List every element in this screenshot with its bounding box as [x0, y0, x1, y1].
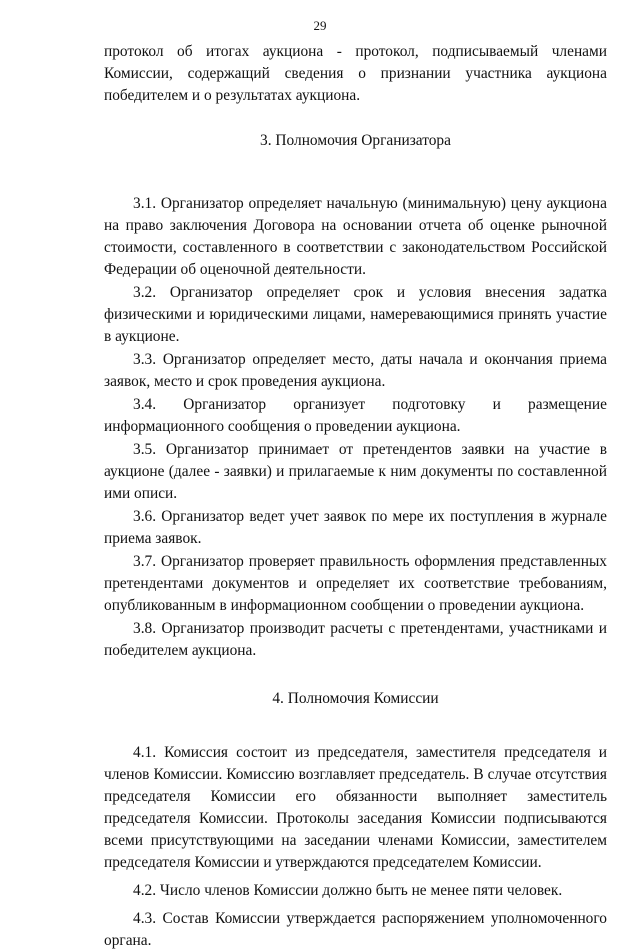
- clause-4-1: 4.1. Комиссия состоит из председателя, заместителя председателя и членов Комиссии. Комиссию возглавляет председатель. В случае отсутствия председателя Комиссии его обязанности выполняет заместитель председателя Комиссии. Протоколы заседания Комиссии подписываются всеми присутствующими на заседании членами Комиссии, заместителем председателя Комиссии и утверждаются председателем Комиссии.: [104, 744, 607, 871]
- clause-3-4: 3.4. Организатор организует подготовку и размещение информационного сообщения о проведении аукциона.: [104, 396, 607, 435]
- clause-3-6: 3.6. Организатор ведет учет заявок по мере их поступления в журнале приема заявок.: [104, 508, 607, 547]
- section-4-heading: 4. Полномочия Комиссии: [272, 690, 439, 707]
- clause-3-3: 3.3. Организатор определяет место, даты начала и окончания приема заявок, место и срок проведения аукциона.: [104, 351, 607, 390]
- clause-4-2: 4.2. Число членов Комиссии должно быть не менее пяти человек.: [133, 882, 563, 899]
- section-3-heading: 3. Полномочия Организатора: [260, 132, 451, 149]
- clause-3-1: 3.1. Организатор определяет начальную (минимальную) цену аукциона на право заключения Договора на основании отчета об оценке рыночной стоимости, составленного в соответствии с законодательством Российской Федерации об оценочной деятельности.: [104, 195, 607, 278]
- page-content: [104, 41, 607, 952]
- clause-3-8: 3.8. Организатор производит расчеты с претендентами, участниками и победителем аукциона.: [104, 620, 607, 659]
- clause-3-5: 3.5. Организатор принимает от претендентов заявки на участие в аукционе (далее - заявки) и прилагаемые к ним документы по составленной ими описи.: [104, 441, 607, 502]
- clause-4-3: 4.3. Состав Комиссии утверждается распоряжением уполномоченного органа.: [104, 910, 607, 949]
- page-number: 29: [313, 18, 327, 33]
- clause-3-7: 3.7. Организатор проверяет правильность оформления представленных претендентами документов и определяет их соответствие требованиям, опубликованным в информационном сообщении о проведении аукциона.: [104, 553, 607, 614]
- intro-paragraph: протокол об итогах аукциона - протокол, подписываемый членами Комиссии, содержащий сведения о признании участника аукциона победителем и о результатах аукциона.: [104, 43, 607, 104]
- clause-3-2: 3.2. Организатор определяет срок и условия внесения задатка физическими и юридическими лицами, намеревающимися принять участие в аукционе.: [104, 284, 607, 345]
